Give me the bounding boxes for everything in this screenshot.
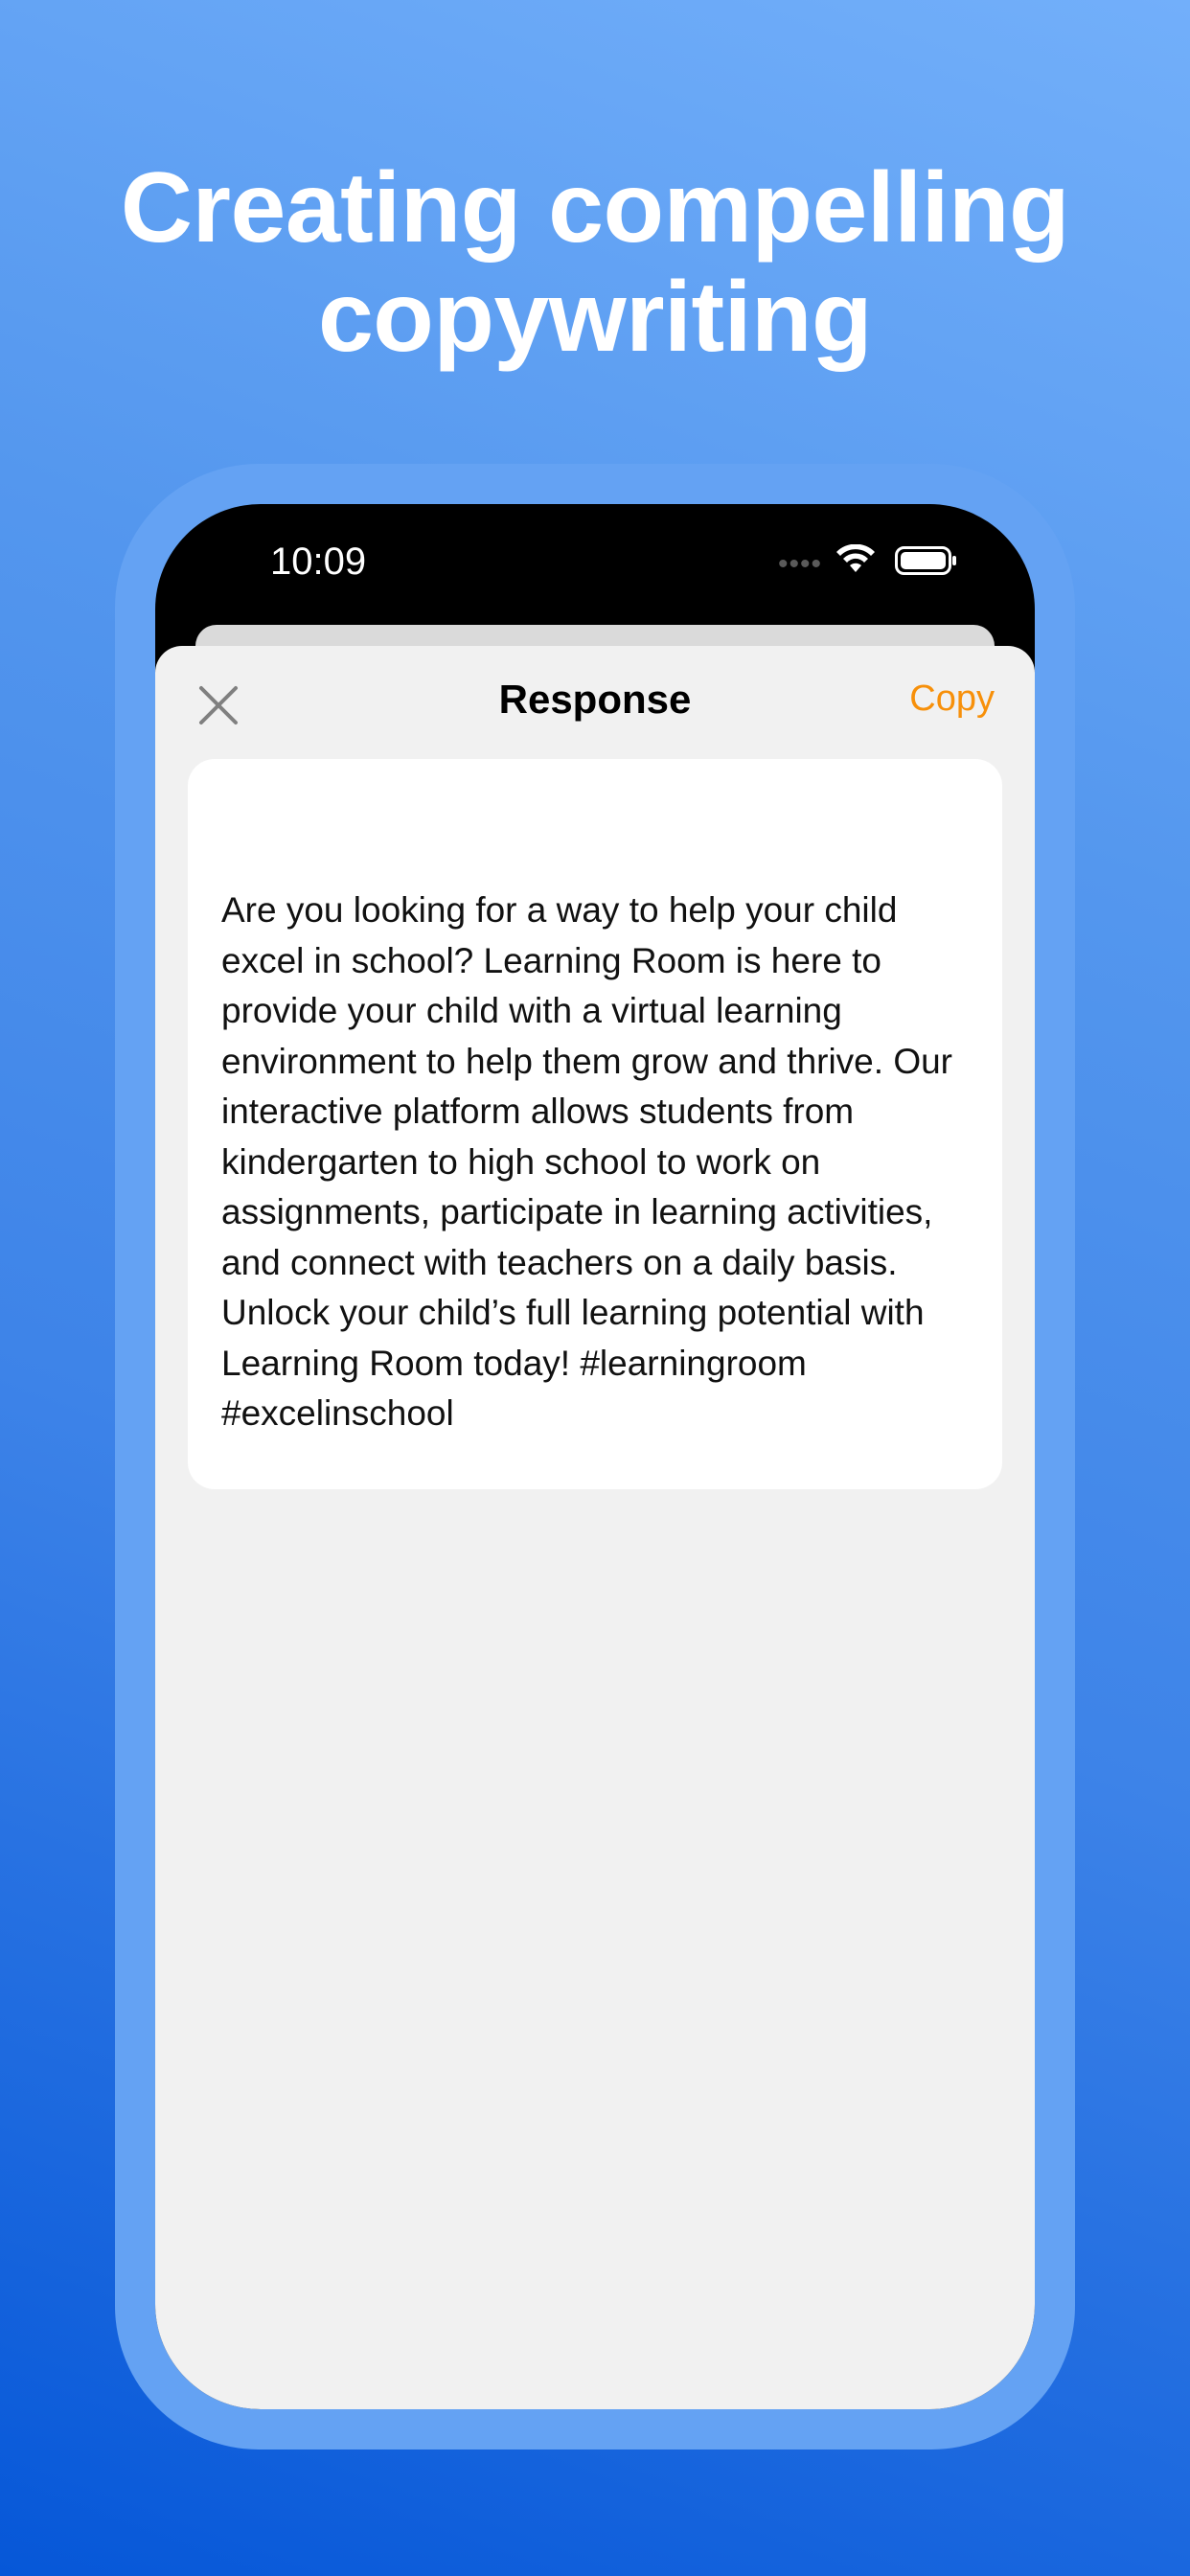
battery-icon (895, 546, 958, 575)
sheet-title: Response (498, 677, 692, 722)
phone-screen (155, 504, 1035, 2409)
headline (0, 153, 1190, 372)
copy-button[interactable]: Copy (909, 678, 995, 719)
wifi-icon (835, 544, 876, 573)
response-text: Are you looking for a way to help your child excel in school? Learning Room is here to provide your child with a virtual learning environment to help them grow and thrive. Our interactive platform allows students from kindergarten to high school to work on assignments, participate in learning activities, and connect with teachers on a daily basis. Unlock your child’s full learning potential with Learning Room today! #learningroom #excelinschool (221, 890, 952, 1433)
status-time: 10:09 (270, 540, 367, 583)
headline-line-2: copywriting (317, 262, 873, 373)
response-card (188, 759, 1002, 1489)
cellular-dots-icon: •••• (778, 548, 823, 580)
response-sheet (155, 646, 1035, 2409)
headline-line-1: Creating compelling (120, 152, 1070, 264)
